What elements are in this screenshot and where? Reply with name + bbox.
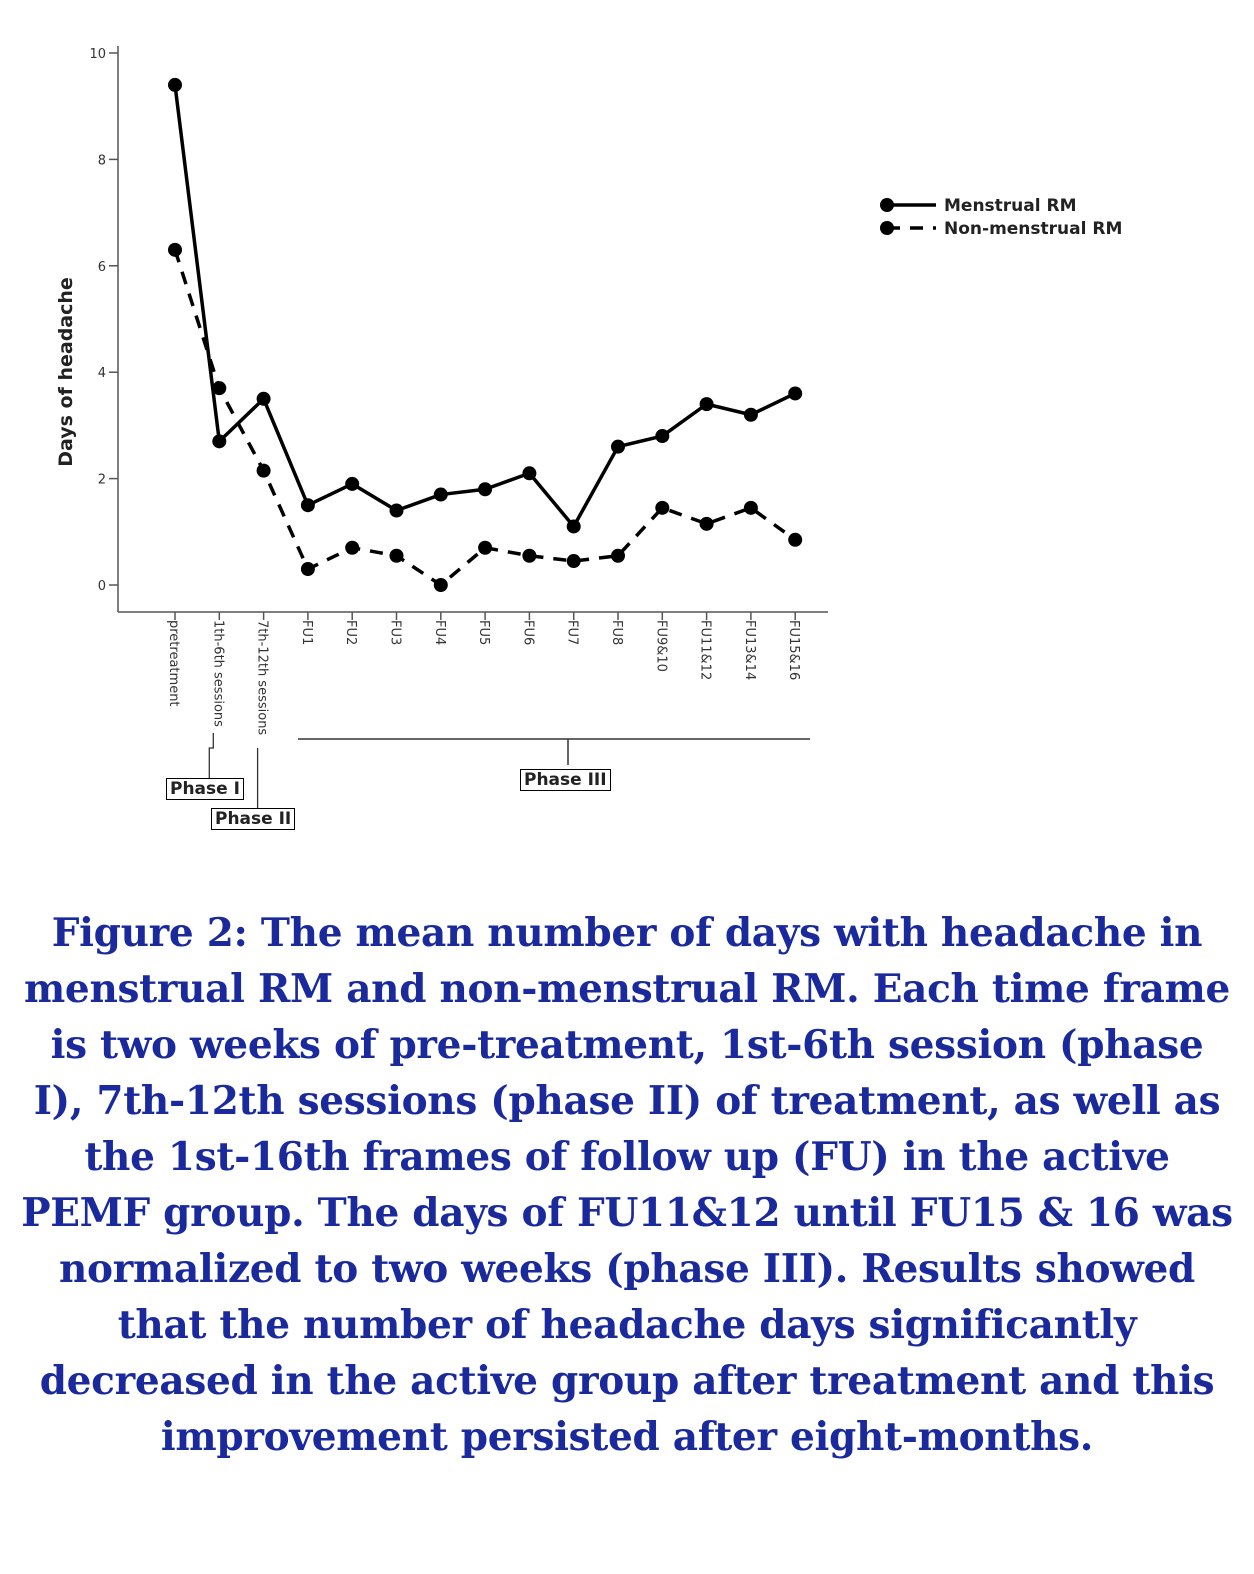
menstrual-point bbox=[257, 392, 271, 406]
x-tick-label: pretreatment bbox=[166, 620, 181, 707]
phase-2-label: Phase II bbox=[211, 808, 295, 830]
menstrual-point bbox=[788, 386, 802, 400]
non-menstrual-point bbox=[700, 517, 714, 531]
non-menstrual-point bbox=[301, 562, 315, 576]
x-tick-label: FU4 bbox=[431, 620, 447, 646]
menstrual-point bbox=[744, 408, 758, 422]
menstrual-point bbox=[567, 519, 581, 533]
menstrual-point bbox=[212, 434, 226, 448]
y-tick-label: 4 bbox=[97, 366, 106, 382]
chart-axes bbox=[118, 46, 828, 612]
x-tick-label: FU6 bbox=[520, 620, 536, 646]
non-menstrual-point bbox=[257, 464, 271, 478]
x-tick-label: 7th-12th sessions bbox=[254, 620, 270, 736]
non-menstrual-line bbox=[175, 250, 795, 585]
x-tick-label: FU8 bbox=[609, 620, 624, 646]
non-menstrual-point bbox=[168, 243, 182, 257]
y-axis-ticks bbox=[89, 47, 118, 594]
phase-3-label: Phase III bbox=[520, 769, 611, 791]
menstrual-line bbox=[175, 85, 795, 527]
non-menstrual-point bbox=[434, 578, 448, 592]
y-tick-label: 6 bbox=[97, 259, 106, 275]
legend-label: Non-menstrual RM bbox=[944, 219, 1123, 239]
non-menstrual-point bbox=[478, 541, 492, 555]
menstrual-point bbox=[522, 466, 536, 480]
phase-brackets bbox=[209, 733, 810, 808]
y-axis-label: Days of headache bbox=[55, 277, 77, 467]
menstrual-point bbox=[168, 78, 182, 92]
phase-1-label: Phase I bbox=[166, 778, 244, 800]
menstrual-point bbox=[700, 397, 714, 411]
non-menstrual-point bbox=[567, 554, 581, 568]
x-tick-label: FU2 bbox=[343, 620, 359, 646]
x-tick-label: FU13&14 bbox=[741, 620, 757, 681]
y-tick-label: 0 bbox=[97, 579, 106, 594]
non-menstrual-point bbox=[212, 381, 226, 395]
menstrual-point bbox=[611, 440, 625, 454]
x-tick-label: FU7 bbox=[564, 620, 580, 646]
non-menstrual-point bbox=[744, 501, 758, 515]
x-tick-label: FU5 bbox=[476, 620, 492, 646]
non-menstrual-point bbox=[345, 541, 359, 555]
menstrual-point bbox=[301, 498, 315, 512]
x-tick-label: FU1 bbox=[298, 620, 314, 646]
legend-marker bbox=[880, 198, 894, 212]
menstrual-point bbox=[478, 482, 492, 496]
phase-1-bracket bbox=[209, 733, 213, 778]
x-tick-label: FU9&10 bbox=[653, 620, 669, 672]
menstrual-point bbox=[434, 488, 448, 502]
menstrual-point bbox=[345, 477, 359, 491]
x-tick-label: 1th-6th sessions bbox=[210, 620, 226, 727]
non-menstrual-point bbox=[390, 549, 404, 563]
x-axis-ticks bbox=[166, 612, 801, 735]
x-tick-label: FU15&16 bbox=[786, 620, 802, 681]
non-menstrual-point bbox=[522, 549, 536, 563]
legend-marker bbox=[880, 221, 894, 235]
figure-caption: Figure 2: The mean number of days with headache in menstrual RM and non-menstrual RM. Each time frame is two weeks of pre-treatment, 1st-6th session (phase I), 7th-12th sessions (phase II) of treatment, as well as the 1st-16th frames of follow up (FU) in the active PEMF group. The days of FU11&12 until FU15 & 16 was normalized to two weeks (phase III). Results showed that the number of headache days significantly decreased in the active group after treatment and this improvement persisted after eight-months. bbox=[21, 910, 1233, 1460]
series-lines bbox=[168, 78, 802, 592]
y-tick-label: 10 bbox=[89, 47, 106, 62]
y-tick-label: 2 bbox=[97, 472, 106, 488]
legend-label: Menstrual RM bbox=[944, 196, 1077, 216]
menstrual-point bbox=[390, 504, 404, 518]
menstrual-point bbox=[655, 429, 669, 443]
x-tick-label: FU3 bbox=[387, 620, 403, 646]
y-tick-label: 8 bbox=[97, 153, 106, 169]
non-menstrual-point bbox=[611, 549, 625, 563]
non-menstrual-point bbox=[655, 501, 669, 515]
non-menstrual-point bbox=[788, 533, 802, 547]
legend bbox=[880, 196, 1122, 239]
x-tick-label: FU11&12 bbox=[697, 620, 713, 681]
